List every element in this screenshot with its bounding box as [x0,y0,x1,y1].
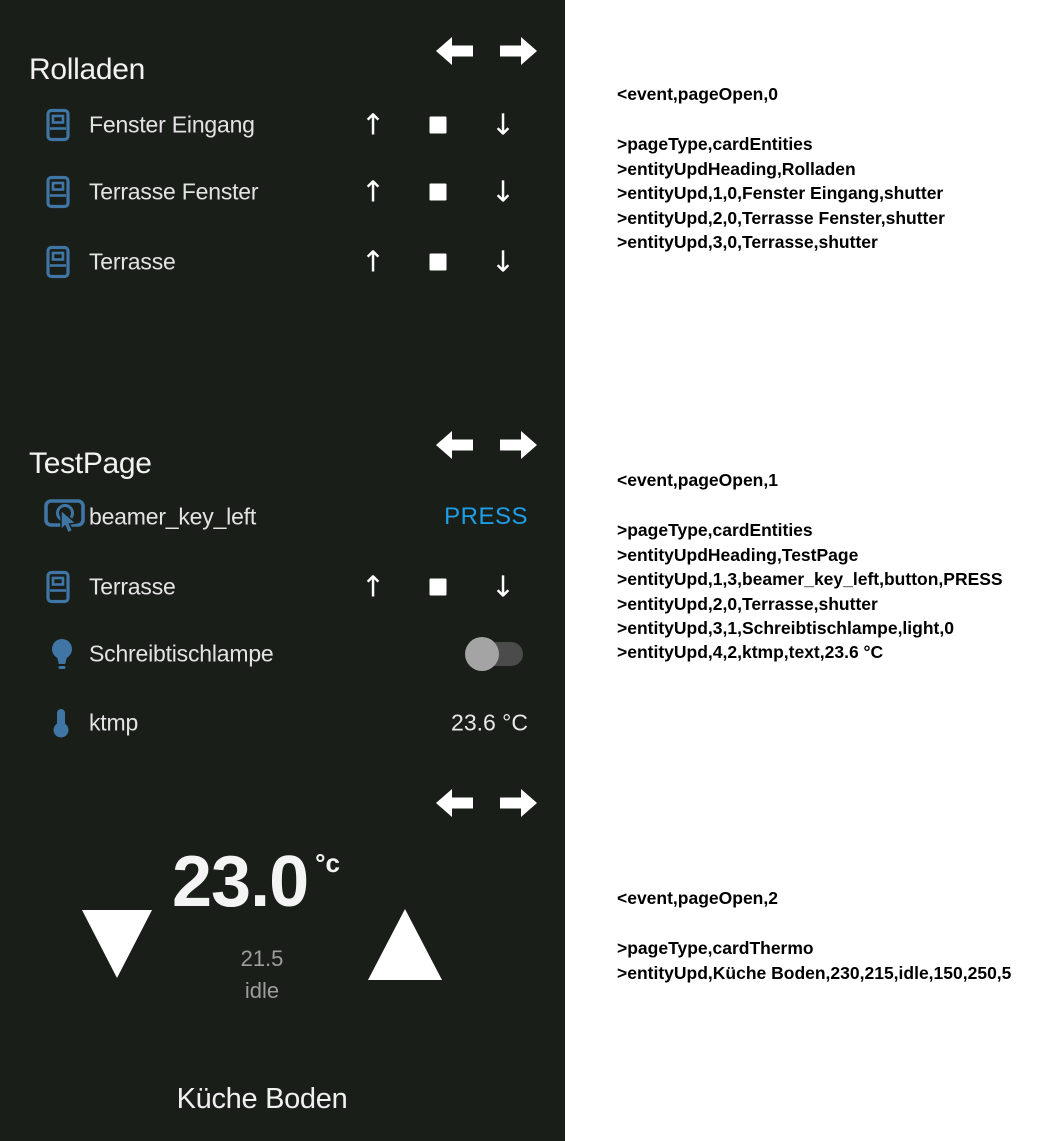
entity-label: beamer_key_left [89,503,257,530]
log-gap [617,106,945,132]
shutter-up-button[interactable]: ↑ [360,174,386,209]
log-gap [617,492,1003,518]
current-temperature-value: 23.0 [172,842,309,922]
serial-log-page2 [617,886,1011,985]
entity-label: Terrasse Fenster [89,178,259,205]
log-line: >entityUpd,4,2,ktmp,text,23.6 °C [617,642,884,663]
log-line: >entityUpd,Küche Boden,230,215,idle,150,250,5 [617,962,1012,983]
log-event-line: <event,pageOpen,0 [617,84,778,104]
log-line: >entityUpdHeading,Rolladen [617,158,856,179]
shutter-up-button[interactable]: ↑ [360,244,386,279]
log-line: >entityUpdHeading,TestPage [617,544,859,565]
thermostat-name: Küche Boden [176,1083,348,1115]
log-line: >pageType,cardThermo [617,938,814,959]
serial-log-page0 [617,82,945,254]
log-line: >entityUpd,1,0,Fenster Eingang,shutter [617,183,944,204]
current-temperature [0,842,512,922]
log-event-line: <event,pageOpen,1 [617,470,778,490]
log-line: >entityUpd,1,3,beamer_key_left,button,PRESS [617,569,1003,590]
entity-label: Fenster Eingang [89,111,255,138]
entity-label: ktmp [89,709,139,736]
page-title: TestPage [29,447,152,481]
shutter-up-button[interactable]: ↑ [360,569,386,604]
log-line: >pageType,cardEntities [617,134,813,155]
page-title: Rolladen [29,53,146,87]
entity-label: Schreibtischlampe [89,640,274,667]
log-line: >entityUpd,3,0,Terrasse,shutter [617,232,878,253]
log-line: >entityUpd,3,1,Schreibtischlampe,light,0 [617,618,954,639]
temperature-unit: °c [315,848,340,878]
serial-log-page1 [617,468,1003,665]
shutter-down-button[interactable]: ↓ [490,174,516,209]
arrow-right-icon[interactable] [500,787,537,819]
log-line: >entityUpd,2,0,Terrasse Fenster,shutter [617,207,945,228]
entity-label: Terrasse [89,573,176,600]
log-line: >pageType,cardEntities [617,520,813,541]
page-nav [436,787,537,819]
shutter-down-button[interactable]: ↓ [490,244,516,279]
target-temperature: 21.5 [240,946,284,971]
log-gap [617,910,1011,936]
entity-label: Terrasse [89,248,176,275]
shutter-up-button[interactable]: ↑ [360,107,386,142]
press-button[interactable]: PRESS [444,503,528,530]
arrow-left-icon[interactable] [436,787,473,819]
shutter-down-button[interactable]: ↓ [490,569,516,604]
sensor-value: 23.6 °C [451,709,528,736]
log-line: >entityUpd,2,0,Terrasse,shutter [617,593,878,614]
log-event-line: <event,pageOpen,2 [617,888,778,908]
hvac-state: idle [244,978,280,1003]
shutter-down-button[interactable]: ↓ [490,107,516,142]
